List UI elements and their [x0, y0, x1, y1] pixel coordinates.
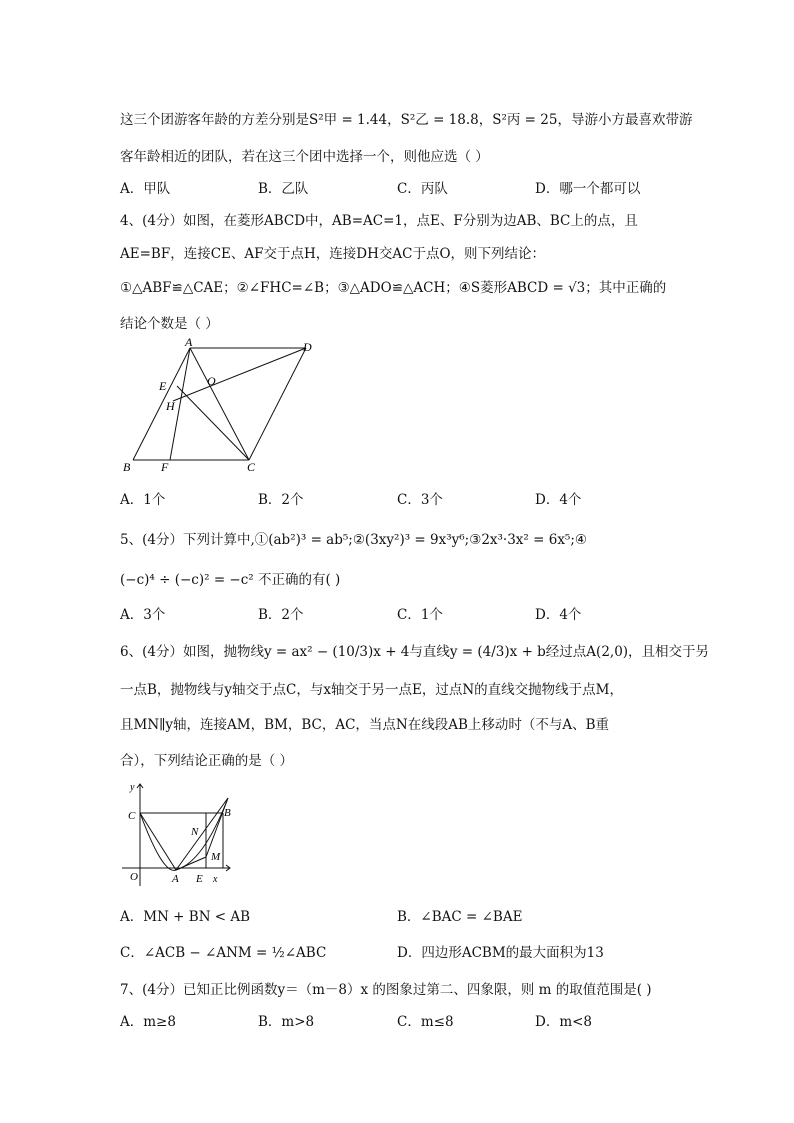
label-e: E [196, 873, 203, 885]
q4-line2: AE=BF，连接CE、AF交于点H，连接DH交AC于点O，则下列结论： [120, 246, 546, 262]
q3-line2: 客年龄相近的团队，若在这三个团中选择一个，则他应选（ ） [120, 149, 489, 165]
label-a: A [172, 873, 179, 885]
q6-option-a: A．MN + BN < AB [120, 909, 251, 925]
q7-line1: 7、(4分）已知正比例函数y＝（m－8）x 的图象过第二、四象限，则 m 的取值范围是( ) [120, 982, 652, 998]
label-y: y [130, 782, 135, 793]
q5-option-c: C．1个 [397, 607, 443, 623]
label-c: C [247, 460, 256, 474]
q4-line4: 结论个数是（ ） [120, 316, 219, 332]
q5-option-d: D．4个 [535, 607, 582, 623]
q6-line3: 且MN∥y轴，连接AM，BM，BC，AC，当点N在线段AB上移动时（不与A、B重 [120, 717, 610, 733]
edge-dc [249, 348, 306, 460]
q4-option-a: A．1个 [120, 492, 166, 508]
label-d: D [303, 340, 312, 354]
q3-option-d: D．哪一个都可以 [535, 181, 641, 197]
label-b: B [224, 807, 231, 819]
diagonal-ac [190, 348, 249, 460]
label-b: B [123, 460, 131, 474]
q6-line1: 6、(4分）如图，抛物线y = ax² − (10/3)x + 4与直线y = (4/3)x + b经过点A(2,0)，且相交于另 [120, 644, 710, 660]
q5-option-a: A．3个 [120, 607, 166, 623]
segment-dh [173, 348, 306, 401]
q4-option-b: B．2个 [258, 492, 304, 508]
q6-line4: 合），下列结论正确的是（ ） [120, 753, 294, 769]
label-o: O [130, 871, 138, 883]
q4-line3: ①△ABF≌△CAE；②∠FHC=∠B；③△ADO≌△ACH；④S菱形ABCD = √3；其中正确的 [120, 280, 667, 296]
label-e: E [159, 379, 167, 393]
q3-option-a: A．甲队 [120, 181, 171, 197]
label-h: H [166, 399, 175, 413]
q6-option-d: D．四边形ACBM的最大面积为13 [397, 945, 604, 961]
q4-line1: 4、(4分）如图，在菱形ABCD中，AB=AC=1，点E、F分别为边AB、BC上的点，且 [120, 213, 638, 229]
q6-line2: 一点B，抛物线与y轴交于点C，与x轴交于另一点E，过点N的直线交抛物线于点M， [120, 682, 623, 698]
segment-ce [177, 386, 249, 460]
q7-option-d: D．m<8 [535, 1014, 593, 1030]
q5-line2: (−c)⁴ ÷ (−c)² = −c² 不正确的有( ) [120, 572, 341, 588]
label-f: F [161, 460, 169, 474]
q4-option-c: C．3个 [397, 492, 443, 508]
label-x: x [213, 874, 218, 885]
label-m: M [211, 851, 221, 863]
q4-option-d: D．4个 [535, 492, 582, 508]
q5-line1: 5、(4分）下列计算中,①(ab²)³ = ab⁵;②(3xy²)³ = 9x³y⁶;③2x³·3x² = 6x⁵;④ [120, 532, 587, 548]
q7-option-b: B．m>8 [258, 1014, 315, 1030]
label-n: N [191, 826, 199, 838]
segment-ac [140, 813, 176, 870]
q5-option-b: B．2个 [258, 607, 304, 623]
q6-option-c: C．∠ACB − ∠ANM = ½∠ABC [120, 945, 327, 961]
q3-option-c: C．丙队 [397, 181, 448, 197]
q3-line1: 这三个团游客年龄的方差分别是S²甲 = 1.44，S²乙 = 18.8，S²丙 = 25，导游小方最喜欢带游 [120, 112, 693, 128]
q7-option-c: C．m≤8 [397, 1014, 454, 1030]
q7-option-a: A．m≥8 [120, 1014, 176, 1030]
label-c: C [128, 810, 136, 822]
rhombus-figure [118, 338, 333, 476]
label-o: O [207, 374, 216, 388]
parabola-figure [118, 778, 248, 890]
q3-option-b: B．乙队 [258, 181, 309, 197]
label-a: A [185, 338, 193, 349]
edge-ab [133, 348, 190, 460]
q6-option-b: B．∠BAC = ∠BAE [397, 909, 523, 925]
